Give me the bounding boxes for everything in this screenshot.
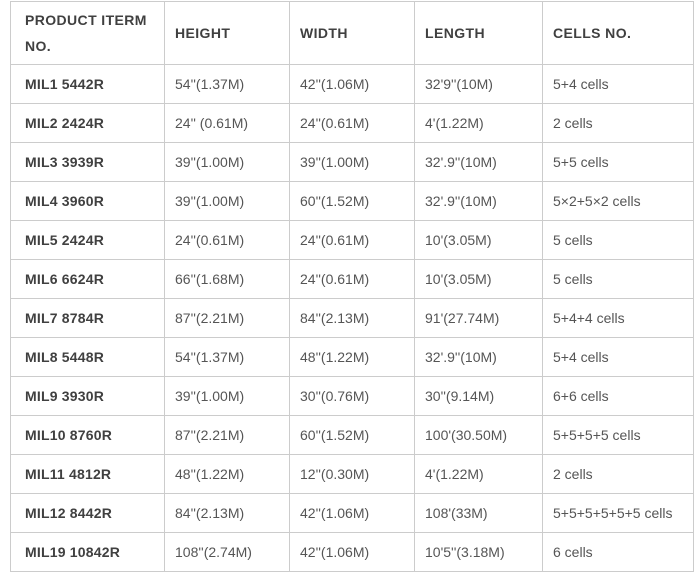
cell-item-no: MIL12 8442R (11, 494, 165, 533)
cell-height: 39''(1.00M) (165, 143, 290, 182)
cell-height: 54''(1.37M) (165, 65, 290, 104)
cell-length: 91'(27.74M) (415, 299, 543, 338)
cell-cells-no: 5+4+4 cells (543, 299, 694, 338)
cell-width: 84''(2.13M) (290, 299, 415, 338)
cell-length: 32'9''(10M) (415, 65, 543, 104)
cell-length: 10'(3.05M) (415, 260, 543, 299)
cell-length: 32'.9''(10M) (415, 182, 543, 221)
cell-item-no: MIL9 3930R (11, 377, 165, 416)
table-row (11, 416, 694, 455)
cell-item-no: MIL8 5448R (11, 338, 165, 377)
cell-width: 60''(1.52M) (290, 182, 415, 221)
cell-cells-no: 5+4 cells (543, 338, 694, 377)
product-spec-table (10, 1, 694, 572)
cell-width: 30''(0.76M) (290, 377, 415, 416)
cell-width: 42''(1.06M) (290, 65, 415, 104)
cell-width: 42''(1.06M) (290, 533, 415, 572)
cell-length: 4'(1.22M) (415, 455, 543, 494)
cell-cells-no: 2 cells (543, 455, 694, 494)
cell-length: 10'(3.05M) (415, 221, 543, 260)
cell-item-no: MIL3 3939R (11, 143, 165, 182)
cell-height: 84''(2.13M) (165, 494, 290, 533)
cell-item-no: MIL5 2424R (11, 221, 165, 260)
cell-item-no: MIL19 10842R (11, 533, 165, 572)
cell-cells-no: 5+5+5+5+5+5 cells (543, 494, 694, 533)
cell-height: 39''(1.00M) (165, 377, 290, 416)
cell-length: 30''(9.14M) (415, 377, 543, 416)
cell-width: 12''(0.30M) (290, 455, 415, 494)
cell-item-no: MIL11 4812R (11, 455, 165, 494)
cell-height: 24'' (0.61M) (165, 104, 290, 143)
cell-item-no: MIL7 8784R (11, 299, 165, 338)
cell-cells-no: 5×2+5×2 cells (543, 182, 694, 221)
cell-cells-no: 5 cells (543, 221, 694, 260)
column-header-height: HEIGHT (165, 2, 290, 65)
table-row (11, 455, 694, 494)
cell-length: 4'(1.22M) (415, 104, 543, 143)
table-row (11, 377, 694, 416)
table-row (11, 533, 694, 572)
table-row (11, 143, 694, 182)
table-row (11, 221, 694, 260)
cell-cells-no: 5+5+5+5 cells (543, 416, 694, 455)
cell-cells-no: 5 cells (543, 260, 694, 299)
cell-height: 108''(2.74M) (165, 533, 290, 572)
cell-height: 66''(1.68M) (165, 260, 290, 299)
cell-item-no: MIL2 2424R (11, 104, 165, 143)
cell-height: 87''(2.21M) (165, 299, 290, 338)
column-header-width: WIDTH (290, 2, 415, 65)
cell-length: 108'(33M) (415, 494, 543, 533)
cell-height: 39''(1.00M) (165, 182, 290, 221)
cell-width: 39''(1.00M) (290, 143, 415, 182)
cell-cells-no: 6+6 cells (543, 377, 694, 416)
column-header-product-item-no: PRODUCT ITERM NO. (11, 2, 165, 65)
cell-height: 24''(0.61M) (165, 221, 290, 260)
cell-height: 54''(1.37M) (165, 338, 290, 377)
cell-length: 32'.9''(10M) (415, 143, 543, 182)
cell-width: 42''(1.06M) (290, 494, 415, 533)
table-row (11, 260, 694, 299)
cell-width: 24''(0.61M) (290, 104, 415, 143)
cell-length: 32'.9''(10M) (415, 338, 543, 377)
cell-item-no: MIL4 3960R (11, 182, 165, 221)
table-row (11, 299, 694, 338)
cell-width: 48''(1.22M) (290, 338, 415, 377)
table-row (11, 338, 694, 377)
cell-cells-no: 6 cells (543, 533, 694, 572)
table-row (11, 494, 694, 533)
column-header-cells-no: CELLS NO. (543, 2, 694, 65)
cell-width: 60''(1.52M) (290, 416, 415, 455)
cell-height: 48''(1.22M) (165, 455, 290, 494)
cell-width: 24''(0.61M) (290, 221, 415, 260)
cell-cells-no: 2 cells (543, 104, 694, 143)
cell-length: 100'(30.50M) (415, 416, 543, 455)
cell-length: 10'5''(3.18M) (415, 533, 543, 572)
table-row (11, 182, 694, 221)
cell-cells-no: 5+4 cells (543, 65, 694, 104)
column-header-length: LENGTH (415, 2, 543, 65)
cell-item-no: MIL6 6624R (11, 260, 165, 299)
cell-item-no: MIL1 5442R (11, 65, 165, 104)
cell-cells-no: 5+5 cells (543, 143, 694, 182)
cell-height: 87''(2.21M) (165, 416, 290, 455)
table-row (11, 65, 694, 104)
header-row (11, 2, 694, 65)
table-row (11, 104, 694, 143)
cell-width: 24''(0.61M) (290, 260, 415, 299)
cell-item-no: MIL10 8760R (11, 416, 165, 455)
